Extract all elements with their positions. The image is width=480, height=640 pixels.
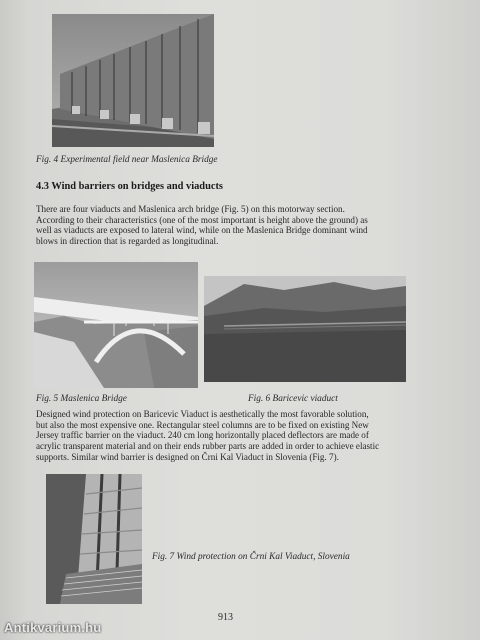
paragraph-1 [36, 204, 408, 247]
fig5-photo [34, 262, 198, 388]
fig7-caption: Fig. 7 Wind protection on Črni Kal Viaduct, Slovenia [152, 552, 350, 562]
paragraph-2-line: acrylic transparent material and on their ends rubber parts are added in order to achieve elastic [36, 441, 380, 452]
paragraph-1-line: According to their characteristics (one of the most important is height above the ground) as [36, 214, 368, 225]
paragraph-2-line: supports. Similar wind barrier is designed on Črni Kal Viaduct in Slovenia (Fig. 7). [36, 451, 339, 462]
fig4-caption: Fig. 4 Experimental field near Maslenica Bridge [36, 155, 218, 165]
fig4-photo [52, 14, 214, 147]
paragraph-1-line: well as viaducts are exposed to lateral wind, while on the Maslenica Bridge dominant wind [36, 225, 368, 236]
paragraph-1-line: There are four viaducts and Maslenica arch bridge (Fig. 5) on this motorway section. [36, 204, 345, 214]
page-number: 913 [218, 612, 233, 623]
paragraph-2-line: Designed wind protection on Baricevic Viaduct is aesthetically the most favorable solution, [36, 409, 369, 419]
watermark: Antikvarium.hu [4, 620, 102, 635]
fig7-photo [46, 474, 142, 604]
fig6-caption: Fig. 6 Baricevic viaduct [248, 394, 338, 404]
paragraph-2 [36, 409, 408, 463]
fig6-photo [204, 276, 406, 382]
paragraph-1-line: blows in direction that is regarded as longitudinal. [36, 236, 219, 247]
paragraph-2-line: but also the most expensive one. Rectangular steel columns are to be fixed on existing New [36, 419, 369, 430]
paragraph-2-line: Jersey traffic barrier on the viaduct. 240 cm long horizontally placed deflectors are made of [36, 430, 369, 441]
section-heading: 4.3 Wind barriers on bridges and viaducts [36, 181, 223, 192]
fig5-caption: Fig. 5 Maslenica Bridge [36, 394, 127, 404]
